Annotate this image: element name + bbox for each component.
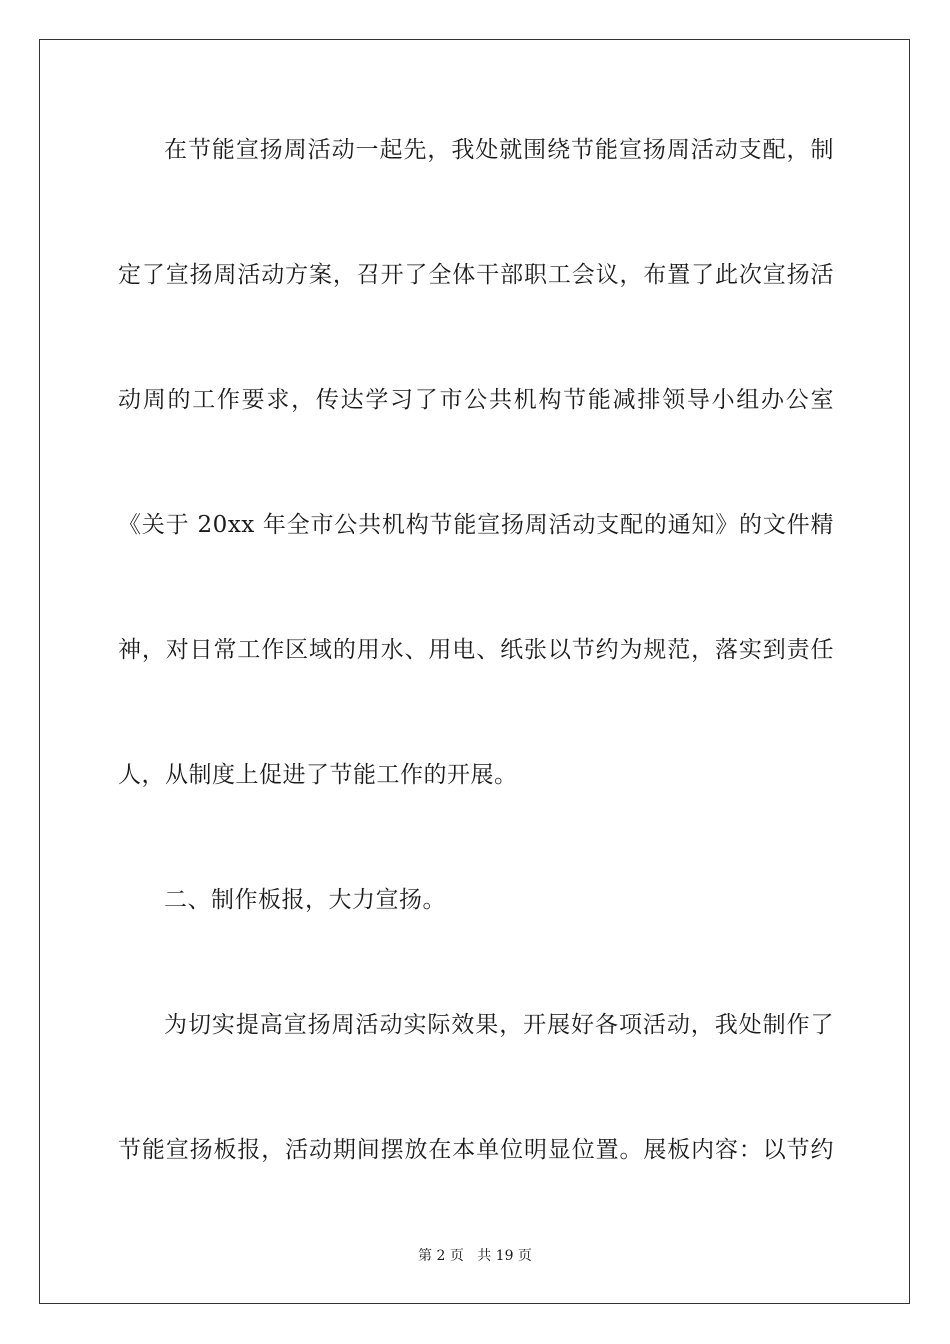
page-footer bbox=[0, 1247, 950, 1265]
page-border bbox=[39, 39, 910, 1304]
paragraph-line: 《关于 20xx 年全市公共机构节能宣扬周活动支配的通知》的文件精 bbox=[118, 512, 834, 538]
page-number: 第 2 页 bbox=[418, 1248, 464, 1264]
section-heading: 二、制作板报，大力宣扬。 bbox=[164, 887, 446, 913]
total-pages: 共 19 页 bbox=[477, 1248, 532, 1264]
paragraph-line: 节能宣扬板报，活动期间摆放在本单位明显位置。展板内容：以节约 bbox=[118, 1137, 834, 1163]
paragraph-line: 为切实提高宣扬周活动实际效果，开展好各项活动，我处制作了 bbox=[164, 1012, 834, 1038]
paragraph-line: 动周的工作要求，传达学习了市公共机构节能减排领导小组办公室 bbox=[118, 387, 834, 413]
paragraph-line: 人，从制度上促进了节能工作的开展。 bbox=[118, 762, 518, 788]
paragraph-line: 定了宣扬周活动方案，召开了全体干部职工会议，布置了此次宣扬活 bbox=[118, 262, 834, 288]
paragraph-line: 神，对日常工作区域的用水、用电、纸张以节约为规范，落实到责任 bbox=[118, 637, 834, 663]
paragraph-line: 在节能宣扬周活动一起先，我处就围绕节能宣扬周活动支配，制 bbox=[164, 137, 834, 163]
